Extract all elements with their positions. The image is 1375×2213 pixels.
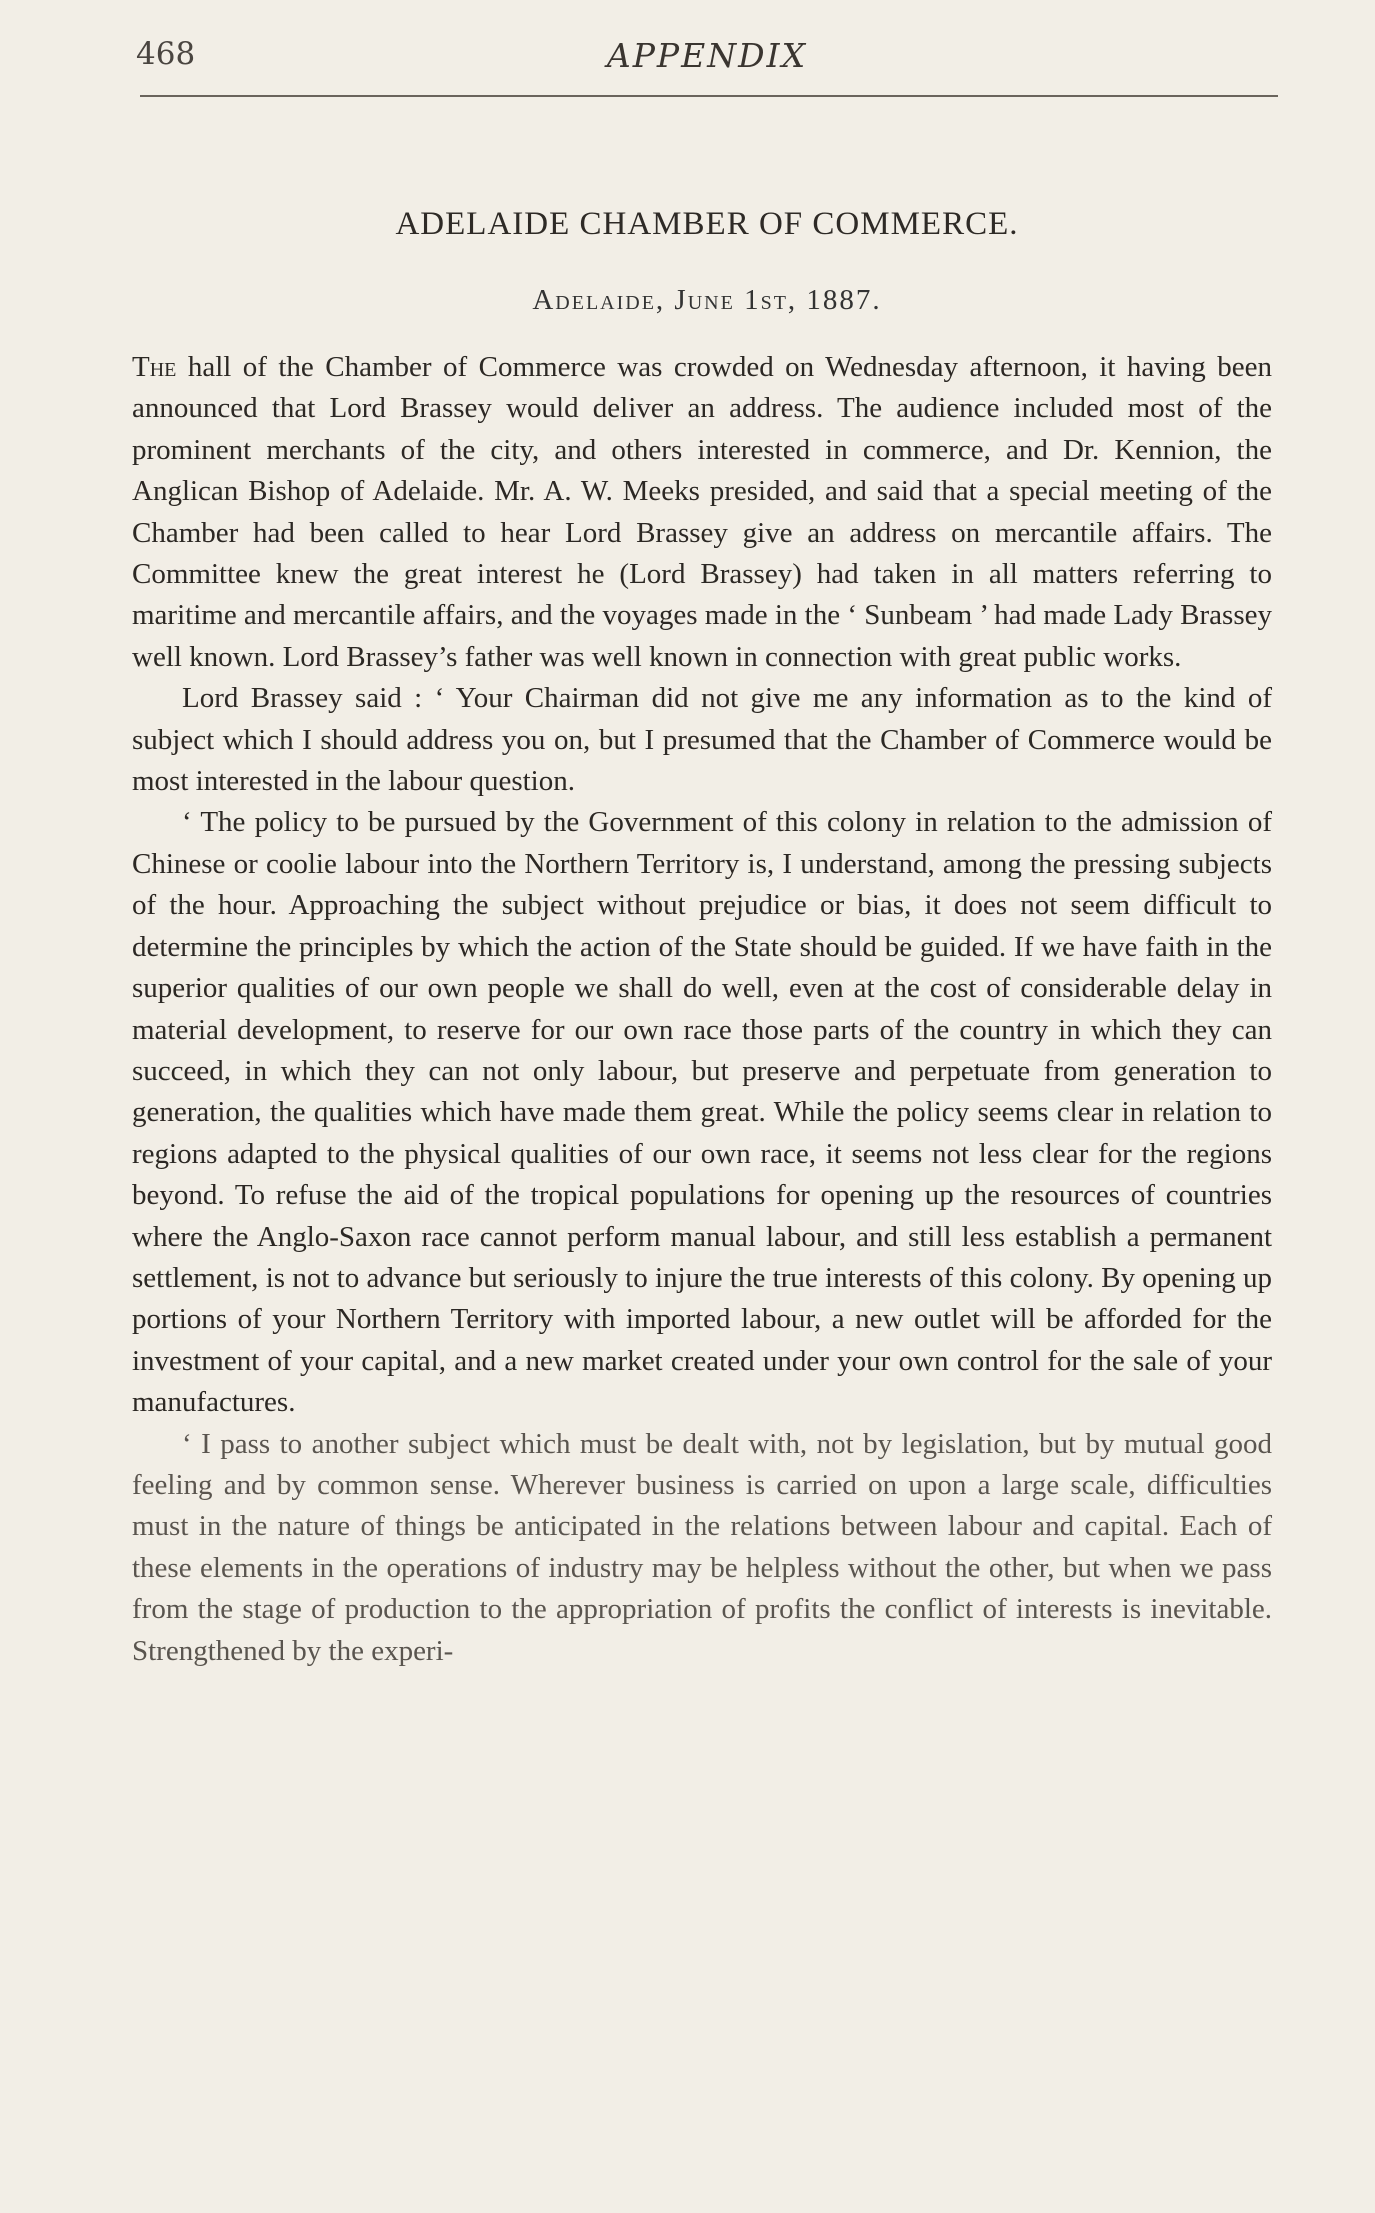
paragraph-1 [132, 347, 1272, 678]
page-header [136, 36, 1278, 96]
body-text [132, 347, 1272, 1672]
paragraph-3: ‘ The policy to be pursued by the Government of this colony in relation to the admission of Chinese or coolie labour into the Northern Territory is, I understand, among the pressing subjects of the hour. Approaching the subject without prejudice or bias, it does not seem difficult to determine the principles by which the action of the State should be guided. If we have faith in the superior qualities of our own people we shall do well, even at the cost of considerable delay in material development, to reserve for our own race those parts of the country in which they can succeed, in which they can not only labour, but preserve and perpetuate from generation to generation, the qualities which have made them great. While the policy seems clear in relation to regions adapted to the physical qualities of our own race, it seems not less clear for the regions beyond. To refuse the aid of the tropical populations for opening up the resources of countries where the Anglo-Saxon race cannot perform manual labour, and still less establish a permanent settlement, is not to advance but seriously to injure the true interests of this colony. By opening up portions of your Northern Territory with imported labour, a new outlet will be afforded for the investment of your capital, and a new market created under your own control for the sale of your manufactures. [132, 806, 1272, 1419]
section-title: ADELAIDE CHAMBER OF COMMERCE. [395, 206, 1019, 242]
paragraph-text: hall of the Chamber of Commerce was crowded on Wednesday afternoon, it having been announced that Lord Brassey would deliver an address. The audience included most of the prominent merchants of the city, and others interested in commerce, and Dr. Kennion, the Anglican Bishop of Adelaide. Mr. A. W. Meeks presided, and said that a special meeting of the Chamber had been called to hear Lord Brassey give an address on mercantile affairs. The Committee knew the great interest he (Lord Brassey) had taken in all matters referring to maritime and mercantile affairs, and the voyages made in the ‘ Sunbeam ’ had made Lady Brassey well known. Lord Brassey’s father was well known in connection with great public works. [132, 351, 1272, 673]
paragraph-lead-word: The [132, 351, 177, 383]
dateline: Adelaide, June 1st, 1887. [532, 284, 882, 316]
header-rule [140, 95, 1278, 97]
paragraph-2: Lord Brassey said : ‘ Your Chairman did not give me any information as to the kind of subject which I should address you on, but I presumed that the Chamber of Commerce would be most interested in the labour question. [132, 682, 1272, 798]
running-head: APPENDIX [606, 36, 808, 75]
page-number: 468 [136, 36, 196, 72]
paragraph-4: ‘ I pass to another subject which must be dealt with, not by legislation, but by mutual good feeling and by common sense. Wherever business is carried on upon a large scale, difficulties must in the nature of things be anticipated in the relations between labour and capital. Each of these elements in the operations of industry may be helpless without the other, but when we pass from the stage of production to the appropriation of profits the conflict of interests is inevitable. Strengthened by the experi- [132, 1427, 1272, 1667]
